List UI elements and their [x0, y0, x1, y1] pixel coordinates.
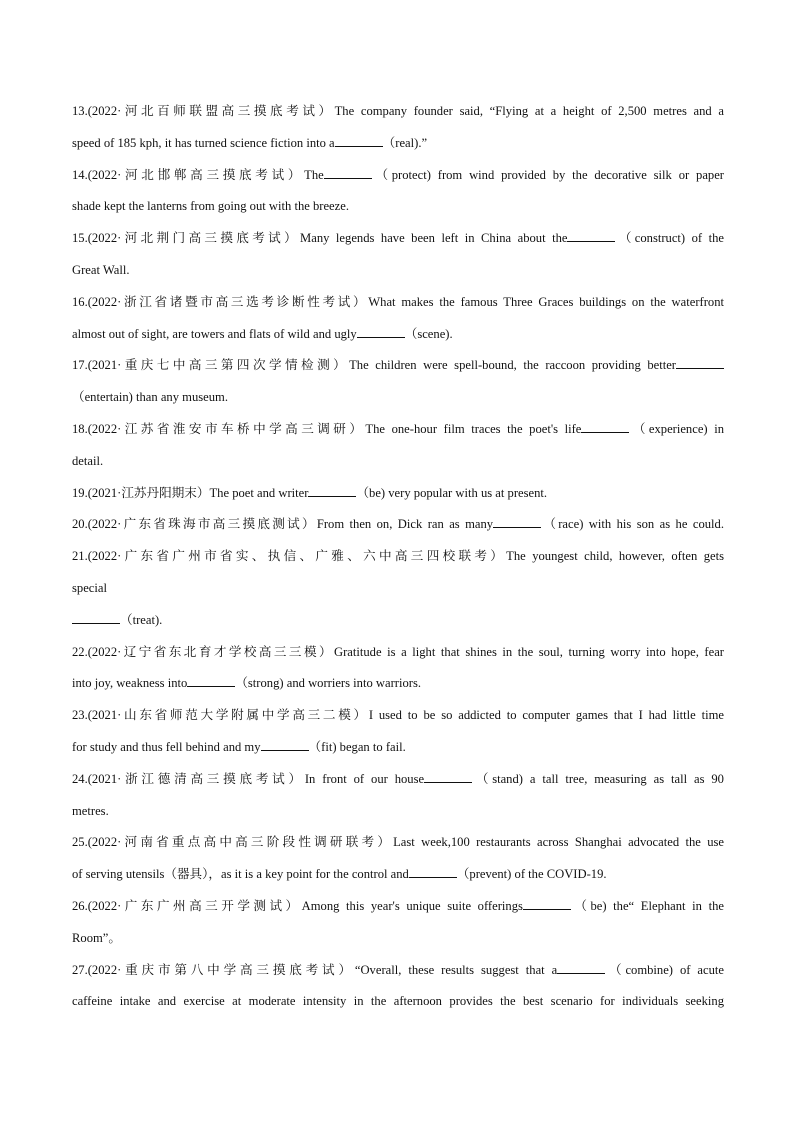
line-text: 23.(2021·山东省师范大学附属中学高三二模）I used to be so addicted to computer games that I had little time: [72, 708, 724, 723]
line-text-after-blank: （combine) of acute: [605, 962, 724, 977]
line-text: Great Wall.: [72, 262, 130, 277]
line-text: 21.(2022·广东省广州市省实、执信、广雅、六中高三四校联考）The youngest child, however, often gets: [72, 549, 724, 564]
line-text: of serving utensils（器具），as it is a key point for the control and: [72, 867, 409, 882]
answer-blank: [581, 420, 629, 433]
line-text-after-blank: （protect) from wind provided by the decorative silk or paper: [371, 167, 724, 182]
line-text: shade kept the lanterns from going out with the breeze.: [72, 199, 349, 214]
line-text: 25.(2022·河南省重点高中高三阶段性调研联考）Last week,100 restaurants across Shanghai advocated the use: [72, 835, 724, 850]
answer-blank: [324, 166, 372, 179]
text-line: [72, 764, 724, 796]
line-text-after-blank: （strong) and worriers into warriors.: [235, 676, 422, 691]
answer-blank: [557, 961, 605, 974]
exercise-list: [72, 96, 724, 1018]
answer-blank: [567, 229, 615, 242]
line-text: 16.(2022·浙江省诸暨市高三选考诊断性考试）What makes the famous Three Graces buildings on the waterfront: [72, 294, 724, 309]
line-text: Room”。: [72, 930, 121, 945]
text-line: [72, 827, 724, 859]
text-line: [72, 509, 724, 541]
text-line: [72, 573, 724, 605]
line-text: into joy, weakness into: [72, 676, 188, 691]
text-line: [72, 986, 724, 1018]
line-text: for study and thus fell behind and my: [72, 739, 261, 754]
text-line: [72, 382, 724, 414]
text-line: [72, 891, 724, 923]
text-line: [72, 255, 724, 287]
text-line: [72, 796, 724, 828]
text-line: [72, 191, 724, 223]
text-line: [72, 732, 724, 764]
line-text-after-blank: （real).”: [382, 135, 428, 150]
line-text-after-blank: （construct) of the: [615, 231, 724, 246]
answer-blank: [409, 865, 457, 878]
text-line: [72, 859, 724, 891]
line-text: 24.(2021·浙江德清高三摸底考试）In front of our house: [72, 771, 425, 786]
line-text-after-blank: （be) the“ Elephant in the: [570, 898, 724, 913]
answer-blank: [335, 134, 383, 147]
answer-blank: [676, 356, 724, 369]
line-text: 17.(2021·重庆七中高三第四次学情检测）The children were spell-bound, the raccoon providing better: [72, 358, 676, 373]
text-line: [72, 160, 724, 192]
line-text: 22.(2022·辽宁省东北育才学校高三三模）Gratitude is a light that shines in the soul, turning worry into hope, fear: [72, 644, 724, 659]
line-text-after-blank: （race) with his son as he could.: [541, 517, 724, 532]
line-text-after-blank: （be) very popular with us at present.: [356, 485, 548, 500]
line-text-after-blank: （stand) a tall tree, measuring as tall as 90: [472, 771, 724, 786]
line-text-after-blank: （scene).: [404, 326, 453, 341]
line-text: caffeine intake and exercise at moderate intensity in the afternoon provides the best scenario for individuals seeking: [72, 994, 724, 1009]
text-line: [72, 923, 724, 955]
answer-blank: [261, 738, 309, 751]
text-line: [72, 414, 724, 446]
line-text: special: [72, 580, 107, 595]
answer-blank: [357, 325, 405, 338]
text-line: [72, 319, 724, 351]
line-text: speed of 185 kph, it has turned science fiction into a: [72, 135, 335, 150]
line-text: 15.(2022·河北荆门高三摸底考试）Many legends have been left in China about the: [72, 231, 568, 246]
text-line: [72, 223, 724, 255]
text-line: [72, 287, 724, 319]
text-line: [72, 446, 724, 478]
text-line: [72, 128, 724, 160]
answer-blank: [493, 515, 541, 528]
line-text-after-blank: （fit) began to fail.: [308, 739, 406, 754]
line-text: metres.: [72, 803, 109, 818]
answer-blank: [72, 611, 120, 624]
answer-blank: [308, 484, 356, 497]
line-text: 13.(2022·河北百师联盟高三摸底考试）The company founder said, “Flying at a height of 2,500 metres and a: [72, 104, 724, 118]
answer-blank: [523, 897, 571, 910]
text-line: [72, 668, 724, 700]
line-text: （entertain) than any museum.: [72, 390, 228, 405]
text-line: [72, 478, 724, 510]
text-line: [72, 637, 724, 669]
line-text: detail.: [72, 453, 104, 468]
line-text-after-blank: （prevent) of the COVID-19.: [456, 867, 607, 882]
line-text-after-blank: （treat).: [120, 612, 163, 627]
line-text: 20.(2022·广东省珠海市高三摸底测试）From then on, Dick ran as many: [72, 517, 494, 532]
text-line: [72, 96, 724, 128]
line-text: 26.(2022·广东广州高三开学测试）Among this year's unique suite offerings: [72, 898, 523, 913]
answer-blank: [424, 770, 472, 783]
line-text-after-blank: （experience) in: [629, 421, 724, 436]
line-text: 19.(2021·江苏丹阳期末）The poet and writer: [72, 485, 309, 500]
text-line: [72, 955, 724, 987]
line-text: almost out of sight, are towers and flats of wild and ugly: [72, 326, 357, 341]
text-line: [72, 541, 724, 573]
text-line: [72, 700, 724, 732]
answer-blank: [187, 674, 235, 687]
text-line: [72, 350, 724, 382]
line-text: 14.(2022·河北邯郸高三摸底考试）The: [72, 167, 324, 182]
line-text: 18.(2022·江苏省淮安市车桥中学高三调研）The one-hour film traces the poet's life: [72, 421, 582, 436]
line-text: 27.(2022·重庆市第八中学高三摸底考试）“Overall, these results suggest that a: [72, 962, 558, 977]
text-line: [72, 605, 724, 637]
